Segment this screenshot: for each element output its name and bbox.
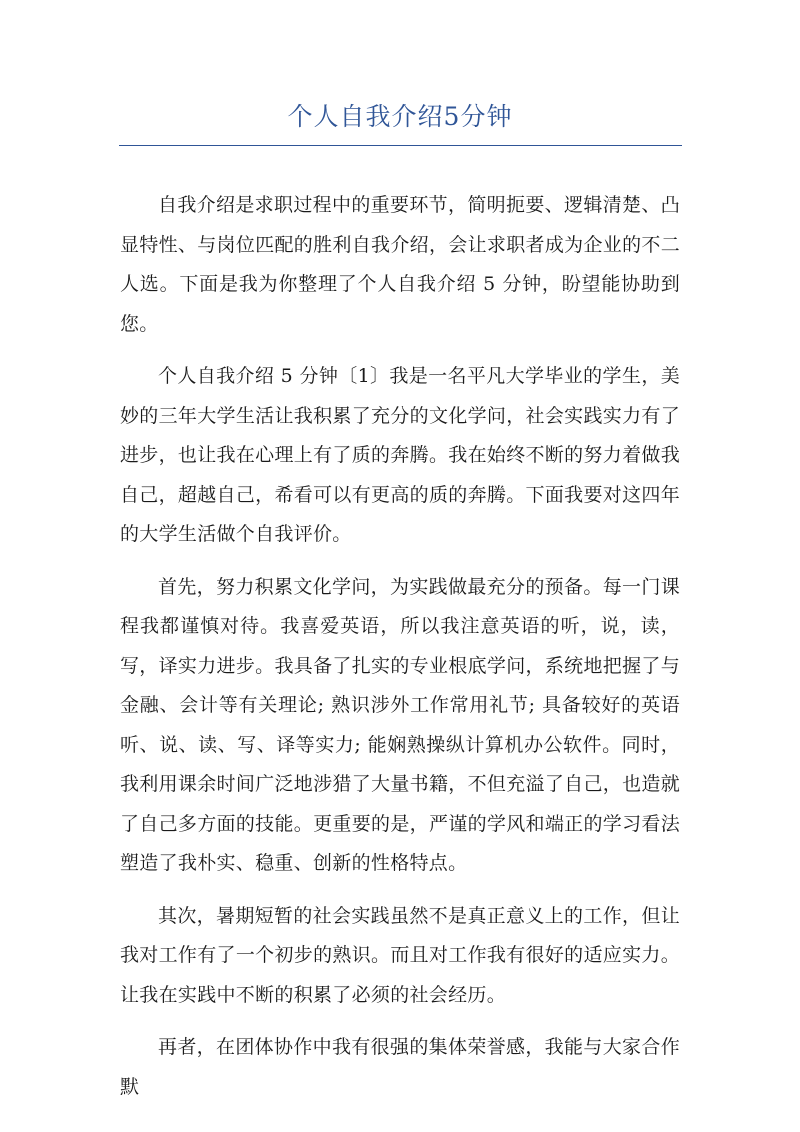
- paragraph-first: 首先，努力积累文化学问，为实践做最充分的预备。每一门课程我都谨慎对待。我喜爱英语，所以我注意英语的听，说，读，写，译实力进步。我具备了扎实的专业根底学问，系统地把握了与金融、会计等有关理论; 熟识涉外工作常用礼节; 具备较好的英语听、说、读、写、译等实力; 能娴熟操纵计算机办公软件。同时，我利用课余时间广泛地涉猎了大量书籍，不但充溢了自己，也造就了自己多方面的技能。更重要的是，严谨的学风和端正的学习看法塑造了我朴实、稳重、创新的性格特点。: [120, 575, 680, 874]
- document-body: [120, 186, 680, 1120]
- paragraph-intro: 自我介绍是求职过程中的重要环节，简明扼要、逻辑清楚、凸显特性、与岗位匹配的胜利自我介绍，会让求职者成为企业的不二人选。下面是我为你整理了个人自我介绍 5 分钟，盼望能协助到您。: [120, 194, 680, 335]
- title-underline: [119, 145, 682, 146]
- paragraph-self-intro-1: 个人自我介绍 5 分钟〔1〕我是一名平凡大学毕业的学生，美妙的三年大学生活让我积累了充分的文化学问，社会实践实力有了进步，也让我在心理上有了质的奔腾。我在始终不断的努力着做我自己，超越自己，希看可以有更高的质的奔腾。下面我要对这四年的大学生活做个自我评价。: [120, 365, 680, 545]
- paragraph-third: 再者，在团体协作中我有很强的集体荣誉感，我能与大家合作默: [120, 1036, 680, 1098]
- paragraph-second: 其次，暑期短暂的社会实践虽然不是真正意义上的工作，但让我对工作有了一个初步的熟识。而且对工作我有很好的适应实力。让我在实践中不断的积累了必须的社会经历。: [120, 904, 680, 1006]
- document-title: 个人自我介绍5分钟: [287, 102, 513, 131]
